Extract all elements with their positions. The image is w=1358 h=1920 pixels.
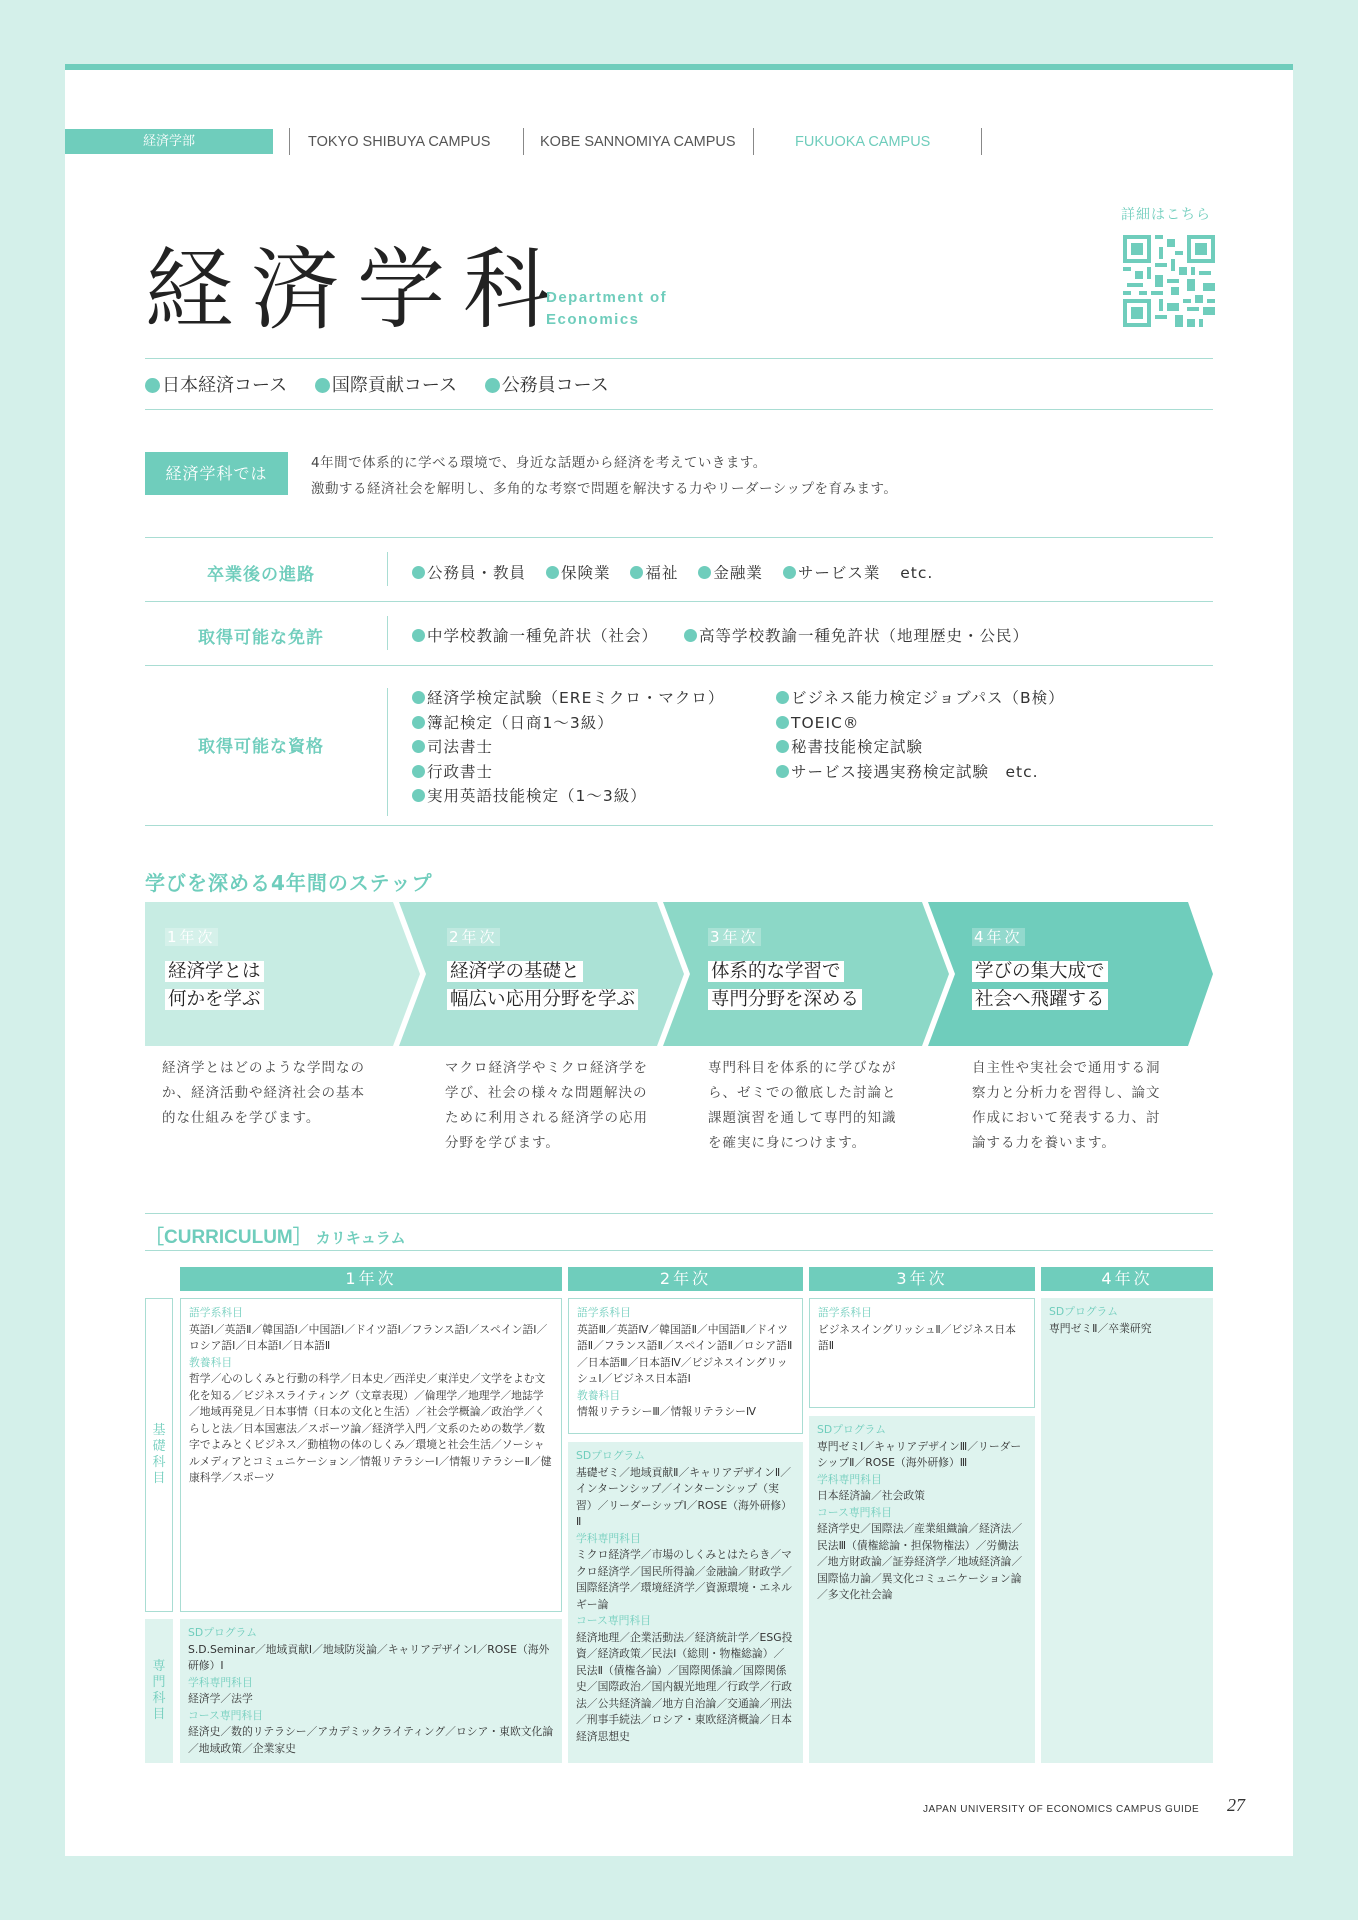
qualification-item: 経済学検定試験（EREミクロ・マクロ） [412, 686, 724, 711]
divider [145, 601, 1213, 602]
bullet-dot-icon [684, 629, 697, 642]
qualifications-label: 取得可能な資格 [198, 737, 324, 757]
step-year: 2年次 [449, 928, 498, 946]
bullet-dot-icon [546, 566, 559, 579]
bullet-dot-icon [776, 740, 789, 753]
year-header: 2年次 [568, 1267, 803, 1291]
subtitle-line1: Department of [546, 289, 668, 306]
bullet-dot-icon [412, 765, 425, 778]
step-year: 1年次 [167, 928, 216, 946]
etc-text: etc. [900, 564, 934, 582]
bullet-dot-icon [776, 765, 789, 778]
column-divider [387, 552, 388, 586]
career-label: 卒業後の進路 [207, 565, 315, 585]
nav-fukuoka[interactable]: FUKUOKA CAMPUS [795, 134, 931, 150]
bullet-dot-icon [145, 378, 160, 393]
step-year: 4年次 [974, 928, 1023, 946]
step-heading: 学びの集大成で 社会へ飛躍する [972, 958, 1108, 1014]
step-heading: 体系的な学習で 専門分野を深める [708, 958, 862, 1014]
license-list: 中学校教諭一種免許状（社会） 高等学校教諭一種免許状（地理歴史・公民） [412, 624, 1043, 646]
divider [145, 409, 1213, 410]
step-description: マクロ経済学やミクロ経済学を 学び、社会の様々な問題解決の ために利用される経済学の応用 分野を学びます。 [445, 1060, 648, 1151]
bullet-dot-icon [630, 566, 643, 579]
curriculum-title: ［CURRICULUM］ カリキュラム [145, 1227, 406, 1248]
step-description: 自主性や実社会で通用する洞 察力と分析力を習得し、論文 作成において発表する力、討 論する力を養います。 [972, 1060, 1161, 1151]
course-item: 国際貢献コース [315, 375, 457, 396]
qualification-item: 実用英語技能検定（1～3級） [412, 784, 724, 809]
qualification-list-1 [412, 686, 724, 809]
bullet-dot-icon [412, 716, 425, 729]
curriculum-cell-y4: SDプログラム 専門ゼミⅡ／卒業研究 [1041, 1298, 1213, 1763]
top-accent-bar [65, 64, 1293, 70]
divider [145, 537, 1213, 538]
step-description: 専門科目を体系的に学びなが ら、ゼミでの徹底した討論と 課題演習を通して専門的知識 を確実に身につけます。 [708, 1060, 897, 1151]
divider [145, 825, 1213, 826]
page-title: 経済学科 [145, 238, 570, 341]
course-list [145, 371, 631, 397]
curriculum-cell-y3-major: SDプログラム 専門ゼミⅠ／キャリアデザインⅢ／リーダーシップⅡ／ROSE（海外研修）Ⅲ 学科専門科目 日本経済論／社会政策 コース専門科目 経済学史／国際法／産業組織論／経済法／民法Ⅲ（債権総論・担保物権法）／労働法／地方財政論／証券経済学／地域経済論／国際協力論／異文化コミュニケーション論／多文化社会論 [809, 1416, 1035, 1763]
intro-label: 経済学科では [145, 452, 288, 495]
qr-label: 詳細はこちら [1121, 207, 1211, 223]
qualification-item: サービス接遇実務検定試験 etc. [776, 760, 1065, 785]
bullet-dot-icon [412, 740, 425, 753]
bullet-dot-icon [412, 566, 425, 579]
curriculum-cell-y3-basic: 語学系科目 ビジネスイングリッシュⅡ／ビジネス日本語Ⅱ [809, 1298, 1035, 1408]
qr-code-icon[interactable] [1123, 235, 1215, 327]
career-list: 公務員・教員 保険業 福祉 金融業 サービス業 etc. [412, 561, 947, 583]
course-item: 日本経済コース [145, 375, 287, 396]
bullet-dot-icon [315, 378, 330, 393]
bullet-dot-icon [412, 789, 425, 802]
curriculum-cell-y1-major: SDプログラム S.D.Seminar／地域貢献Ⅰ／地域防災論／キャリアデザインⅠ／ROSE（海外研修）Ⅰ 学科専門科目 経済学／法学 コース専門科目 経済史／数的リテラシー／アカデミックライティング／ロシア・東欧文化論／地域政策／企業家史 [180, 1619, 562, 1763]
intro-line: 激動する経済社会を解明し、多角的な考察で問題を解決する力やリーダーシップを育みます。 [311, 481, 898, 497]
bullet-dot-icon [776, 716, 789, 729]
column-divider [387, 688, 388, 816]
bullet-dot-icon [698, 566, 711, 579]
divider [145, 1213, 1213, 1214]
year-header: 1年次 [180, 1267, 562, 1291]
nav-divider [523, 128, 524, 155]
column-divider [387, 616, 388, 650]
bullet-dot-icon [412, 629, 425, 642]
qualification-item: 司法書士 [412, 735, 724, 760]
divider [145, 665, 1213, 666]
divider [145, 1250, 1213, 1251]
nav-divider [289, 128, 290, 155]
nav-kobe-sannomiya[interactable]: KOBE SANNOMIYA CAMPUS [540, 134, 736, 150]
bullet-dot-icon [783, 566, 796, 579]
qualification-item: 秘書技能検定試験 [776, 735, 1065, 760]
curriculum-cell-y2-basic: 語学系科目 英語Ⅲ／英語Ⅳ／韓国語Ⅱ／中国語Ⅱ／ドイツ語Ⅱ／フランス語Ⅱ／スペイン語Ⅱ／ロシア語Ⅱ／日本語Ⅲ／日本語Ⅳ／ビジネスイングリッシュⅠ／ビジネス日本語Ⅰ 教養科目 情報リテラシーⅢ／情報リテラシーⅣ [568, 1298, 803, 1434]
steps-title: 学びを深める4年間のステップ [145, 871, 433, 895]
step-heading: 経済学とは 何かを学ぶ [165, 958, 264, 1014]
page-subtitle [546, 287, 706, 331]
year-header: 3年次 [809, 1267, 1035, 1291]
bullet-dot-icon [485, 378, 500, 393]
nav-divider [753, 128, 754, 155]
side-label-major: 専門科目 [145, 1619, 173, 1763]
nav-tokyo-shibuya[interactable]: TOKYO SHIBUYA CAMPUS [308, 134, 491, 150]
subtitle-line2: Economics [546, 311, 640, 328]
page-number: 27 [1227, 1795, 1245, 1815]
curriculum-cell-y1-basic: 語学系科目 英語Ⅰ／英語Ⅱ／韓国語Ⅰ／中国語Ⅰ／ドイツ語Ⅰ／フランス語Ⅰ／スペイン語Ⅰ／ロシア語Ⅰ／日本語Ⅰ／日本語Ⅱ 教養科目 哲学／心のしくみと行動の科学／日本史／西洋史／東洋史／文学をよむ文化を知る／ビジネスライティング（文章表現）／倫理学／地理学／地誌学／地域再発見／日本事情（日本の文化と生活）／社会学概論／政治学／くらしと法／日本国憲法／スポーツ論／経済学入門／文系のための数学／数字でよみとくビジネス／動植物の体のしくみ／環境と社会生活／ソーシャルメディアとコミュニケーション／情報リテラシーⅠ／情報リテラシーⅡ／健康科学／スポーツ [180, 1298, 562, 1612]
intro-line: 4年間で体系的に学べる環境で、身近な話題から経済を考えていきます。 [311, 455, 767, 471]
step-year: 3年次 [710, 928, 759, 946]
step-heading: 経済学の基礎と 幅広い応用分野を学ぶ [447, 958, 638, 1014]
step-description: 経済学とはどのような学問なの か、経済活動や経済社会の基本 的な仕組みを学びます。 [162, 1060, 365, 1126]
qualification-item: ビジネス能力検定ジョブパス（B検） [776, 686, 1065, 711]
faculty-tag: 経済学部 [65, 129, 273, 154]
bullet-dot-icon [776, 691, 789, 704]
footer-guide: JAPAN UNIVERSITY OF ECONOMICS CAMPUS GUIDE [923, 1804, 1200, 1815]
licenses-label: 取得可能な免許 [198, 628, 324, 648]
course-item: 公務員コース [485, 375, 609, 396]
curriculum-cell-y2-major: SDプログラム 基礎ゼミ／地域貢献Ⅱ／キャリアデザインⅡ／インターンシップ／インターンシップ（実習）／リーダーシップⅠ／ROSE（海外研修）Ⅱ 学科専門科目 ミクロ経済学／市場のしくみとはたらき／マクロ経済学／国民所得論／金融論／財政学／国際経済学／環境経済学／資源環境・エネルギー論 コース専門科目 経済地理／企業活動法／経済統計学／ESG投資／経済政策／民法Ⅰ（総則・物権総論）／民法Ⅱ（債権各論）／国際関係論／国際関係史／国際政治／国内観光地理／行政学／行政法／公共経済論／地方自治論／交通論／刑法／刑事手続法／ロシア・東欧経済概論／日本経済思想史 [568, 1442, 803, 1763]
qualification-item: 簿記検定（日商1～3級） [412, 711, 724, 736]
qualification-item: TOEIC® [776, 711, 1065, 736]
page-sheet [65, 64, 1293, 1856]
qualification-list-2 [776, 686, 1065, 784]
bullet-dot-icon [412, 691, 425, 704]
divider [145, 358, 1213, 359]
side-label-basic: 基礎科目 [145, 1298, 173, 1612]
year-header: 4年次 [1041, 1267, 1213, 1291]
qualification-item: 行政書士 [412, 760, 724, 785]
intro-text [311, 450, 897, 502]
nav-divider [981, 128, 982, 155]
